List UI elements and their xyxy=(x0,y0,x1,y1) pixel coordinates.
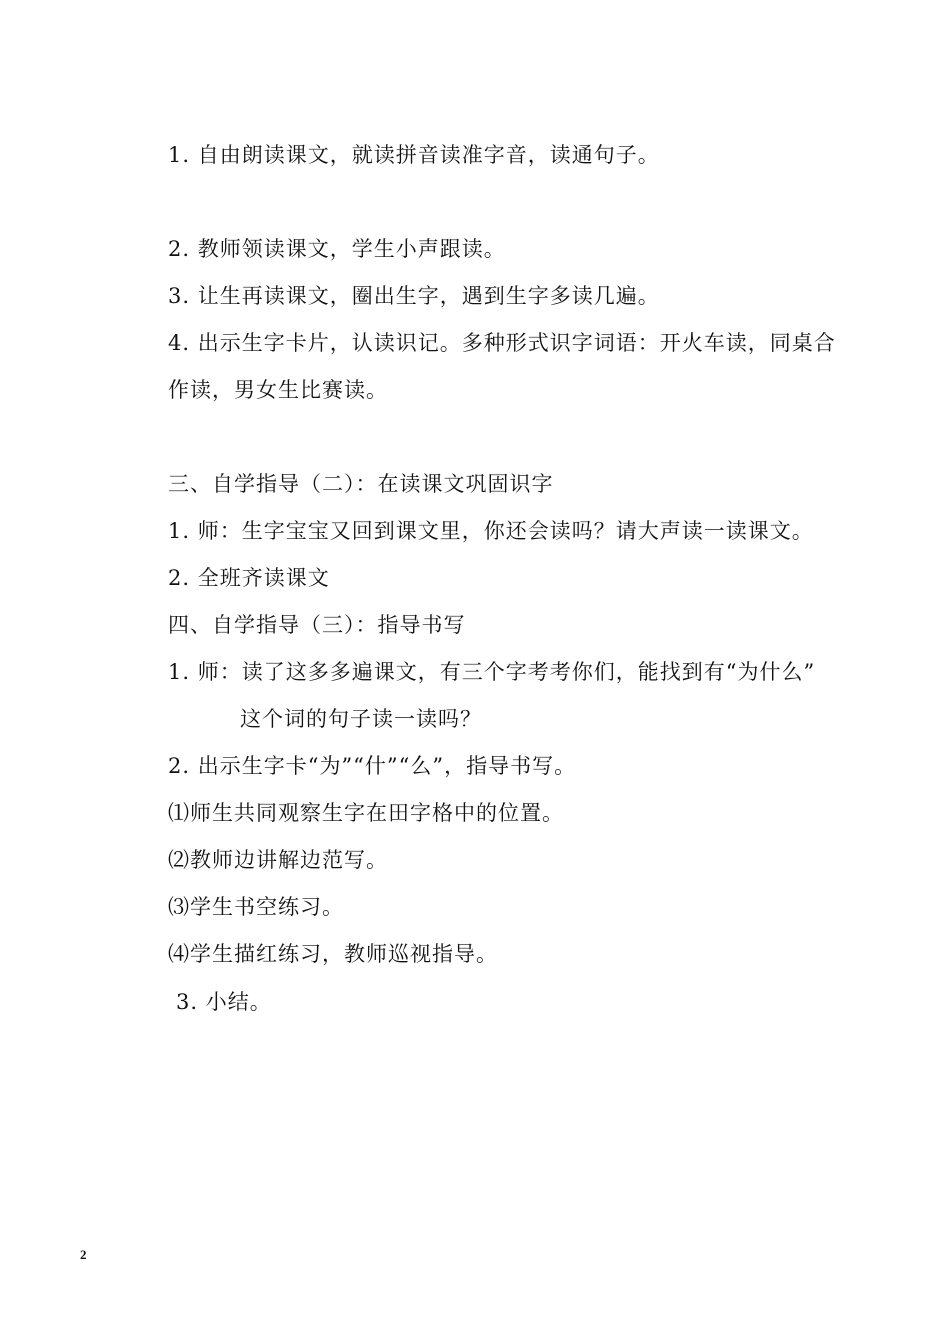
section-3-step-1: 1. 师：生字宝宝又回到课文里，你还会读吗？请大声读一读课文。 xyxy=(168,519,814,543)
step-4-character-cards: 4. 出示生字卡片，认读识记。多种形式识字词语：开火车读，同桌合 xyxy=(168,331,836,355)
section-3-heading: 三、自学指导（二）：在读课文巩固识字 xyxy=(168,472,554,496)
step-1-free-reading: 1. 自由朗读课文，就读拼音读准字音，读通句子。 xyxy=(168,143,660,167)
section-4-step-3-summary: 3. 小结。 xyxy=(176,990,272,1014)
substep-2-demonstrate: ⑵教师边讲解边范写。 xyxy=(168,848,388,872)
section-4-step-1: 1. 师：读了这多多遍课文，有三个字考考你们，能找到有“为什么” xyxy=(168,660,816,684)
substep-4-tracing: ⑷学生描红练习，教师巡视指导。 xyxy=(168,942,498,966)
substep-3-air-writing: ⑶学生书空练习。 xyxy=(168,895,344,919)
section-3-step-2: 2. 全班齐读课文 xyxy=(168,566,330,590)
step-2-teacher-lead-reading: 2. 教师领读课文，学生小声跟读。 xyxy=(168,237,506,261)
step-3-reread-circle-characters: 3. 让生再读课文，圈出生字，遇到生字多读几遍。 xyxy=(168,284,660,308)
section-4-step-1-continuation: 这个词的句子读一读吗？ xyxy=(240,707,482,731)
page-number: 2 xyxy=(80,1247,87,1262)
section-4-step-2: 2. 出示生字卡“为”“什”“么”，指导书写。 xyxy=(168,754,577,778)
step-4-continuation: 作读，男女生比赛读。 xyxy=(168,378,388,402)
substep-1-observe: ⑴师生共同观察生字在田字格中的位置。 xyxy=(168,801,564,825)
section-4-heading: 四、自学指导（三）：指导书写 xyxy=(168,613,466,637)
